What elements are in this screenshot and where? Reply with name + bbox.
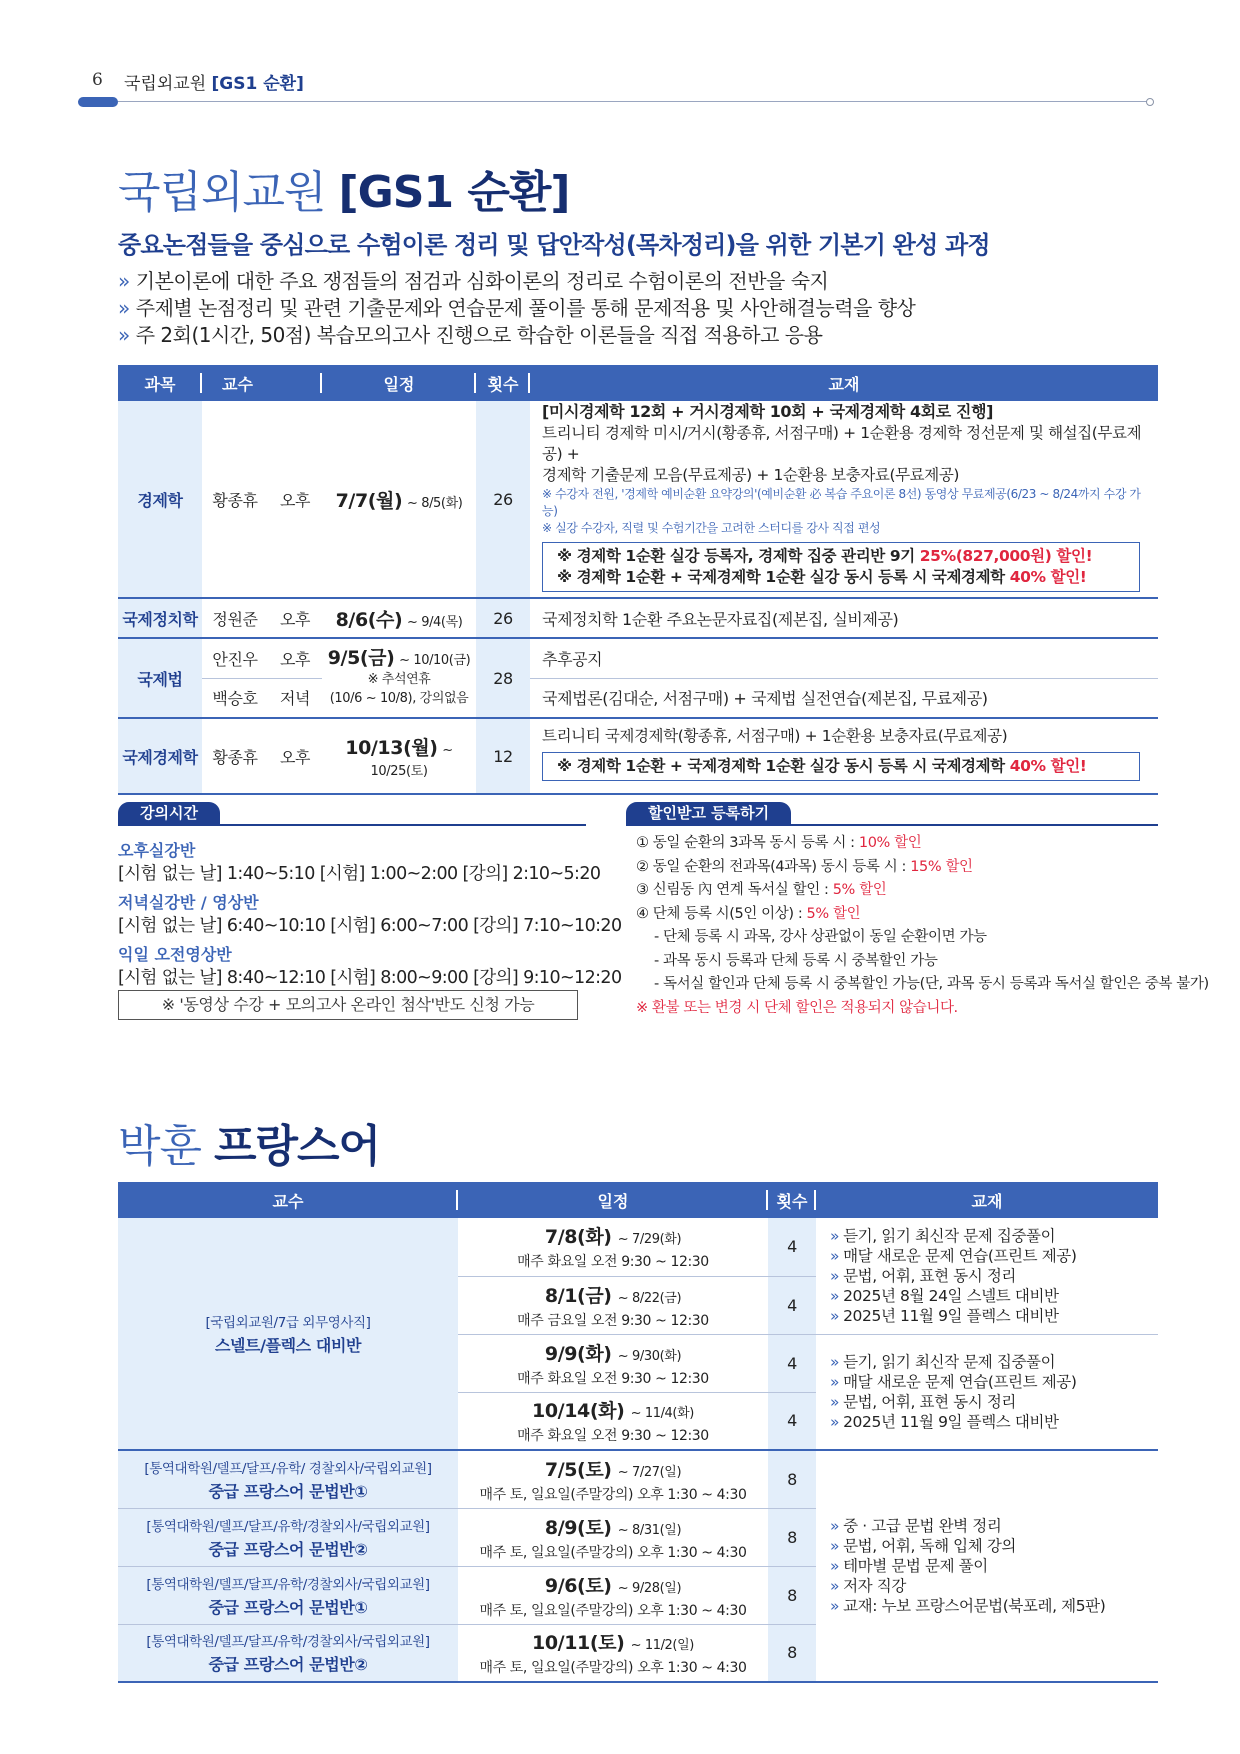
gs1-title: 국립외교원 [GS1 순환] [118, 167, 570, 218]
subject-cell: 경제학 [118, 401, 202, 598]
header-pill-decoration [78, 97, 118, 107]
page-number: 6 [92, 70, 103, 90]
class-cell: [통역대학원/델프/달프/유학/ 경찰외사/국립외교원] 중급 프랑스어 문법반① [118, 1450, 458, 1508]
lecture-group-row: [시험 없는 날] 8:40~12:10 [시험] 8:00~9:00 [강의] 9:10~12:20 [118, 968, 622, 988]
schedule-cell: 7/5(토) ~ 7/27(일) 매주 토, 일요일(주말강의) 오후 1:30 ~ 4:30 [458, 1450, 768, 1508]
discount-tab: 할인받고 등록하기 [626, 802, 791, 824]
gs1-bullet: » 주 2회(1시간, 50점) 복습모의고사 진행으로 학습한 이론들을 직접 적용하고 응용 [118, 323, 823, 347]
gs1-schedule-table [118, 365, 1158, 795]
schedule-cell: 8/9(토) ~ 8/31(일) 매주 토, 일요일(주말강의) 오후 1:30 ~ 4:30 [458, 1508, 768, 1566]
col-header-count: 횟수 [768, 1182, 816, 1218]
discount-sub-item: - 과목 동시 등록과 단체 등록 시 중복할인 가능 [654, 952, 938, 969]
french-schedule-table [118, 1182, 1158, 1683]
discount-item: ③ 신림동 內 연계 독서실 할인 : 5% 할인 [636, 882, 887, 898]
schedule-cell: 10/11(토) ~ 11/2(일) 매주 토, 일요일(주말강의) 오후 1:30 ~ 4:30 [458, 1624, 768, 1682]
discount-box: ※ 경제학 1순환 + 국제경제학 1순환 실강 동시 등록 시 국제경제학 40% 할인! [542, 752, 1140, 781]
count-cell: 4 [768, 1392, 816, 1450]
table-row [118, 598, 1158, 638]
lecture-time-tab: 강의시간 [118, 802, 220, 824]
class-cell: [통역대학원/델프/달프/유학/경찰외사/국립외교원] 중급 프랑스어 문법반② [118, 1624, 458, 1682]
textbook-cell: 국제정치학 1순환 주요논문자료집(제본집, 실비제공) [530, 598, 1158, 638]
professor-cell: 황종휴 [202, 401, 268, 598]
discount-list [636, 832, 1209, 1020]
count-cell: 26 [476, 401, 530, 598]
textbook-cell: [미시경제학 12회 + 거시경제학 10회 + 국제경제학 4회로 진행] 트리니티 경제학 미시/거시(황종휴, 서점구매) + 1순환용 경제학 정선문제 및 해설집(무료제공) + 경제학 기출문제 모음(무료제공) + 1순환용 보충자료(무료제공) ※ 수강자 전원, '경제학 예비순환 요약강의'(예비순환 必 복습 주요이론 8선) 동영상 무료제공(6/23 ~ 8/24까지 수강 가능) ※ 실강 수강자, 직렬 및 수험기간을 고려한 스터디를 강사 직접 편성 ※ 경제학 1순환 실강 등록자, 경제학 집중 관리반 9기 25%(827,000원) 할인! ※ 경제학 1순환 + 국제경제학 1순환 실강 동시 등록 시 국제경제학 40% 할인! [530, 401, 1158, 598]
gs1-bullet-list [118, 268, 915, 349]
textbook-cell: » 중 · 고급 문법 완벽 정리 » 문법, 어휘, 독해 입체 강의 » 테마별 문법 문제 풀이 » 저자 직강 » 교재: 누보 프랑스어문법(북포레, 제5판) [816, 1450, 1158, 1682]
lecture-group-head: 오후실강반 [118, 841, 196, 860]
subject-cell: 국제경제학 [118, 718, 202, 794]
lecture-time-note: ※ '동영상 수강 + 모의고사 온라인 첨삭'반도 신청 가능 [118, 990, 578, 1020]
schedule-cell: 8/1(금) ~ 8/22(금) 매주 금요일 오전 9:30 ~ 12:30 [458, 1276, 768, 1334]
schedule-cell: 8/6(수) ~ 9/4(목) [322, 598, 476, 638]
table-row [118, 718, 1158, 794]
header-end-dot [1146, 98, 1154, 106]
count-cell: 8 [768, 1508, 816, 1566]
col-header-professor: 교수 [202, 365, 322, 401]
count-cell: 28 [476, 638, 530, 718]
schedule-cell: 10/13(월) ~ 10/25(토) [322, 718, 476, 794]
lecture-group-head: 익일 오전영상반 [118, 945, 232, 964]
col-header-textbook: 교재 [530, 365, 1158, 401]
schedule-cell: 10/14(화) ~ 11/4(화) 매주 화요일 오전 9:30 ~ 12:30 [458, 1392, 768, 1450]
time-cell: 오후 [268, 598, 322, 638]
count-cell: 8 [768, 1450, 816, 1508]
count-cell: 4 [768, 1276, 816, 1334]
discount-item: ④ 단체 등록 시(5인 이상) : 5% 할인 [636, 905, 861, 922]
discount-sub-item: - 단체 등록 시 과목, 강사 상관없이 동일 순환이면 가능 [654, 929, 987, 945]
discount-item: ① 동일 순환의 3과목 동시 등록 시 : 10% 할인 [636, 835, 922, 851]
col-header-schedule: 일정 [458, 1182, 768, 1218]
lecture-time-tab-wrap [118, 802, 586, 826]
count-cell: 4 [768, 1334, 816, 1392]
discount-rule [626, 824, 1158, 826]
professor-cell: 정원준 [202, 598, 268, 638]
running-title: 국립외교원 [GS1 순환] [124, 74, 304, 94]
table-header-row [118, 365, 1158, 401]
discount-tab-wrap [626, 802, 1158, 826]
table-row [118, 401, 1158, 598]
discount-box: ※ 경제학 1순환 실강 등록자, 경제학 집중 관리반 9기 25%(827,000원) 할인! ※ 경제학 1순환 + 국제경제학 1순환 실강 동시 등록 시 국제경제학 40% 할인! [542, 542, 1140, 592]
table-row [118, 678, 1158, 718]
lecture-group-row: [시험 없는 날] 6:40~10:10 [시험] 6:00~7:00 [강의] 7:10~10:20 [118, 916, 622, 936]
lecture-group-head: 저녁실강반 / 영상반 [118, 893, 259, 912]
textbook-cell: 국제법론(김대순, 서점구매) + 국제법 실전연습(제본집, 무료제공) [530, 678, 1158, 718]
count-cell: 8 [768, 1566, 816, 1624]
discount-warning: ※ 환불 또는 변경 시 단체 할인은 적용되지 않습니다. [636, 999, 958, 1016]
subject-cell: 국제정치학 [118, 598, 202, 638]
time-cell: 오후 [268, 401, 322, 598]
table-row [118, 1450, 1158, 1508]
schedule-cell: 9/6(토) ~ 9/28(일) 매주 토, 일요일(주말강의) 오후 1:30 ~ 4:30 [458, 1566, 768, 1624]
lecture-time-rule [118, 824, 586, 826]
count-cell: 4 [768, 1218, 816, 1276]
professor-cell: 안진우 [202, 638, 268, 678]
count-cell: 26 [476, 598, 530, 638]
col-header-schedule: 일정 [322, 365, 476, 401]
french-title: 박훈 프랑스어 [118, 1121, 381, 1172]
textbook-cell: 트리니티 국제경제학(황종휴, 서점구매) + 1순환용 보충자료(무료제공) ※ 경제학 1순환 + 국제경제학 1순환 실강 동시 등록 시 국제경제학 40% 할인! [530, 718, 1158, 794]
schedule-cell: 7/8(화) ~ 7/29(화) 매주 화요일 오전 9:30 ~ 12:30 [458, 1218, 768, 1276]
gs1-subtitle: 중요논점들을 중심으로 수험이론 정리 및 답안작성(목차정리)을 위한 기본기 완성 과정 [118, 231, 990, 259]
count-cell: 12 [476, 718, 530, 794]
count-cell: 8 [768, 1624, 816, 1682]
col-header-professor: 교수 [118, 1182, 458, 1218]
lecture-group-row: [시험 없는 날] 1:40~5:10 [시험] 1:00~2:00 [강의] 2:10~5:20 [118, 864, 601, 884]
col-header-textbook: 교재 [816, 1182, 1158, 1218]
textbook-cell: 추후공지 [530, 638, 1158, 678]
time-cell: 저녁 [268, 678, 322, 718]
textbook-cell: » 듣기, 읽기 최신작 문제 집중풀이 » 매달 새로운 문제 연습(프린트 제공) » 문법, 어휘, 표현 동시 정리 » 2025년 11월 9일 플렉스 대비반 [816, 1334, 1158, 1450]
header-rule [78, 101, 1150, 102]
discount-sub-item: - 독서실 할인과 단체 등록 시 중복할인 가능(단, 과목 동시 등록과 독서실 할인은 중복 불가) [654, 976, 1209, 992]
schedule-cell: 9/9(화) ~ 9/30(화) 매주 화요일 오전 9:30 ~ 12:30 [458, 1334, 768, 1392]
subject-cell: 국제법 [118, 638, 202, 718]
schedule-cell: 9/5(금) ~ 10/10(금) ※ 추석연휴 (10/6 ~ 10/8), 강의없음 [322, 638, 476, 718]
textbook-cell: » 듣기, 읽기 최신작 문제 집중풀이 » 매달 새로운 문제 연습(프린트 제공) » 문법, 어휘, 표현 동시 정리 » 2025년 8월 24일 스넬트 대비반 » 2025년 11월 9일 플렉스 대비반 [816, 1218, 1158, 1334]
gs1-bullet: » 기본이론에 대한 주요 쟁점들의 점검과 심화이론의 정리로 수험이론의 전반을 숙지 [118, 269, 829, 293]
time-cell: 오후 [268, 638, 322, 678]
schedule-cell: 7/7(월) ~ 8/5(화) [322, 401, 476, 598]
table-row [118, 1218, 1158, 1276]
col-header-count: 횟수 [476, 365, 530, 401]
table-row [118, 638, 1158, 678]
discount-item: ② 동일 순환의 전과목(4과목) 동시 등록 시 : 15% 할인 [636, 858, 973, 875]
time-cell: 오후 [268, 718, 322, 794]
gs1-bullet: » 주제별 논점정리 및 관련 기출문제와 연습문제 풀이를 통해 문제적용 및 사안해결능력을 향상 [118, 296, 916, 320]
class-cell: [통역대학원/델프/달프/유학/경찰외사/국립외교원] 중급 프랑스어 문법반① [118, 1566, 458, 1624]
col-header-subject: 과목 [118, 365, 202, 401]
professor-cell: 황종휴 [202, 718, 268, 794]
table-header-row [118, 1182, 1158, 1218]
class-cell: [국립외교원/7급 외무영사직] 스넬트/플렉스 대비반 [118, 1218, 458, 1450]
professor-cell: 백승호 [202, 678, 268, 718]
class-cell: [통역대학원/델프/달프/유학/경찰외사/국립외교원] 중급 프랑스어 문법반② [118, 1508, 458, 1566]
